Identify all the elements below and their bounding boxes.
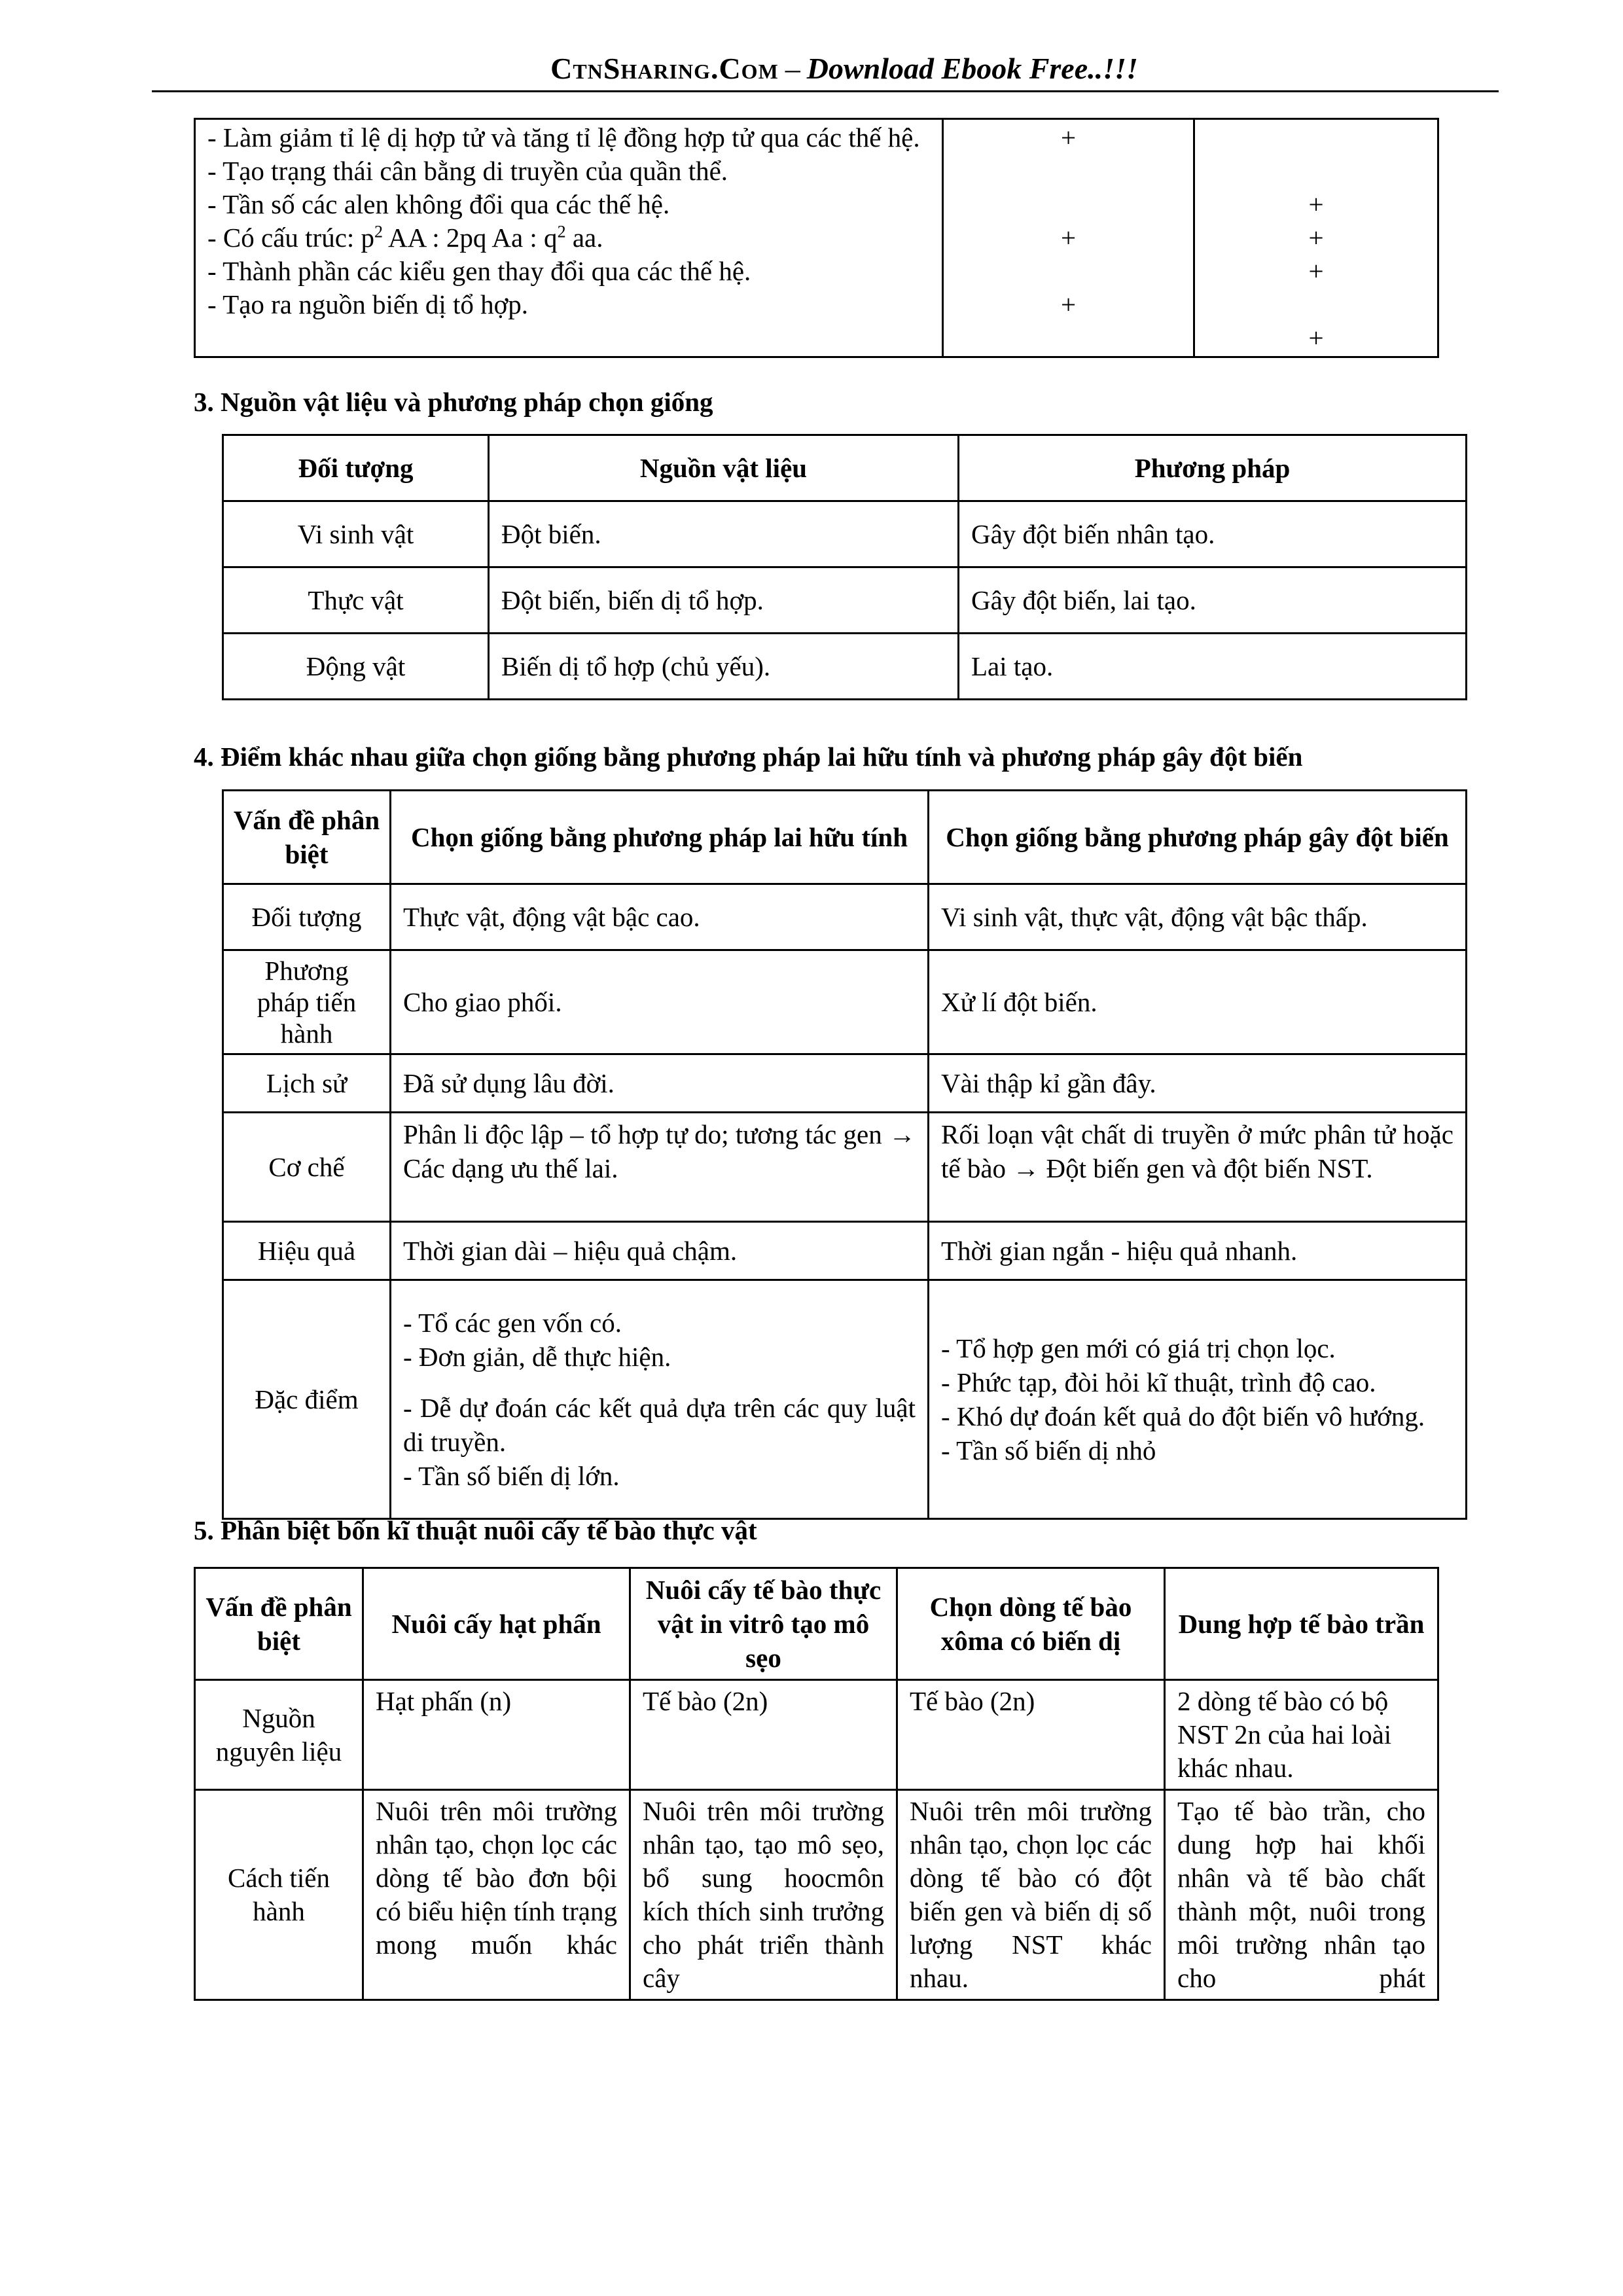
list-item: - Phức tạp, đòi hỏi kĩ thuật, trình độ cao. (941, 1367, 1376, 1397)
mark: + (1308, 189, 1324, 219)
feature-text: - Có cấu trúc: $p^2$ AA : 2pq Aa : $q^2$ aa. (207, 222, 603, 253)
table-cell: Vài thập kỉ gần đây. (929, 1054, 1467, 1113)
column-header: Nguồn vật liệu (489, 435, 959, 501)
column-header: Vấn đề phân biệt (195, 1568, 363, 1680)
table-cell: Xử lí đột biến. (929, 950, 1467, 1054)
row-label: Cơ chế (223, 1113, 391, 1222)
table-header-row (223, 791, 1467, 884)
list-item: - Tần số biến dị lớn. (403, 1461, 620, 1491)
row-label: Đối tượng (223, 884, 391, 950)
table-cell (929, 1280, 1467, 1519)
table-cell: Tạo tế bào trần, cho dung hợp hai khối nhân và tế bào chất thành một, nuôi trong môi trường nhân tạo cho phát (1165, 1790, 1438, 2000)
feature-text: - Tần số các alen không đổi qua các thế hệ. (207, 189, 670, 219)
table-cell (943, 119, 1194, 357)
list-item: - Tổ các gen vốn có. (403, 1308, 622, 1338)
table-cell: Biến dị tổ hợp (chủ yếu). (489, 634, 959, 700)
row-label: Đặc điểm (223, 1280, 391, 1519)
column-header: Dung hợp tế bào trần (1165, 1568, 1438, 1680)
table-cell: Rối loạn vật chất di truyền ở mức phân tử hoặc tế bào → Đột biến gen và đột biến NST. (929, 1113, 1467, 1222)
table-row (223, 950, 1467, 1054)
section-3-heading: 3. Nguồn vật liệu và phương pháp chọn giống (194, 387, 713, 417)
table-cell (391, 1280, 929, 1519)
table-cell: Nuôi trên môi trường nhân tạo, chọn lọc các dòng tế bào đơn bội có biểu hiện tính trạng mong muốn khác (363, 1790, 630, 2000)
table-row (223, 884, 1467, 950)
row-label: Phương pháp tiến hành (223, 950, 391, 1054)
table-cell: Đã sử dụng lâu đời. (391, 1054, 929, 1113)
header-dash: – (785, 52, 800, 85)
table-header-row (195, 1568, 1438, 1680)
row-label: Hiệu quả (223, 1222, 391, 1280)
table-cell: Đột biến, biến dị tổ hợp. (489, 567, 959, 634)
breeding-methods-comparison-table (222, 789, 1467, 1520)
table-cell: Tế bào (2n) (897, 1680, 1165, 1790)
list-item: - Dễ dự đoán các kết quả dựa trên các quy luật di truyền. (403, 1393, 916, 1457)
mark: + (1308, 223, 1324, 253)
feature-text: - Tạo trạng thái cân bằng di truyền của quần thể. (207, 156, 728, 186)
table-cell: Hạt phấn (n) (363, 1680, 630, 1790)
list-item: - Tần số biến dị nhỏ (941, 1435, 1156, 1465)
feature-text: - Làm giảm tỉ lệ dị hợp tử và tăng tỉ lệ đồng hợp tử qua các thế hệ. (207, 122, 920, 152)
section-4-heading: 4. Điểm khác nhau giữa chọn giống bằng phương pháp lai hữu tính và phương pháp gây đột biến (194, 742, 1303, 772)
table-row (223, 567, 1467, 634)
table-cell: Nuôi trên môi trường nhân tạo, chọn lọc các dòng tế bào có đột biến gen và biến dị số lượng NST khác nhau. (897, 1790, 1165, 2000)
column-header: Chọn giống bằng phương pháp lai hữu tính (391, 791, 929, 884)
mark: + (1060, 289, 1077, 319)
table-row (223, 634, 1467, 700)
table-row (195, 1790, 1438, 2000)
list-item: - Khó dự đoán kết quả do đột biến vô hướng. (941, 1401, 1425, 1431)
column-header: Phương pháp (959, 435, 1467, 501)
table-row (223, 1054, 1467, 1113)
table-cell: Thực vật, động vật bậc cao. (391, 884, 929, 950)
table-cell: Động vật (223, 634, 489, 700)
mark: + (1060, 223, 1077, 253)
table-row (195, 1680, 1438, 1790)
column-header: Đối tượng (223, 435, 489, 501)
table-cell: Đột biến. (489, 501, 959, 567)
table-header-row (223, 435, 1467, 501)
site-brand: CtnSharing.Com (550, 52, 779, 85)
population-comparison-table (194, 118, 1439, 358)
mark (944, 188, 1193, 221)
breeding-materials-table (222, 434, 1467, 700)
row-label: Nguồn nguyên liệu (195, 1680, 363, 1790)
table-row (223, 1222, 1467, 1280)
header-tagline: Download Ebook Free..!!! (806, 52, 1138, 85)
table-cell: Thực vật (223, 567, 489, 634)
table-cell: Gây đột biến nhân tạo. (959, 501, 1467, 567)
feature-text: - Tạo ra nguồn biến dị tổ hợp. (207, 289, 529, 319)
mark (944, 321, 1193, 355)
table-cell: Vi sinh vật, thực vật, động vật bậc thấp. (929, 884, 1467, 950)
mark: + (1308, 323, 1324, 353)
feature-text: - Thành phần các kiểu gen thay đổi qua các thế hệ. (207, 256, 751, 286)
column-header: Chọn giống bằng phương pháp gây đột biến (929, 791, 1467, 884)
table-cell: Thời gian ngắn - hiệu quả nhanh. (929, 1222, 1467, 1280)
column-header: Nuôi cấy hạt phấn (363, 1568, 630, 1680)
table-cell: 2 dòng tế bào có bộ NST 2n của hai loài khác nhau. (1165, 1680, 1438, 1790)
mark (1195, 121, 1437, 154)
table-row (223, 1280, 1467, 1519)
table-cell (195, 119, 943, 357)
table-cell: Tế bào (2n) (630, 1680, 897, 1790)
row-label: Cách tiến hành (195, 1790, 363, 2000)
table-row (223, 501, 1467, 567)
list-item: - Đơn giản, dễ thực hiện. (403, 1342, 671, 1372)
table-cell: Cho giao phối. (391, 950, 929, 1054)
table-cell: Vi sinh vật (223, 501, 489, 567)
column-header: Chọn dòng tế bào xôma có biến dị (897, 1568, 1165, 1680)
column-header: Nuôi cấy tế bào thực vật in vitrô tạo mô sẹo (630, 1568, 897, 1680)
mark: + (1060, 122, 1077, 152)
mark (944, 255, 1193, 288)
list-item: - Tổ hợp gen mới có giá trị chọn lọc. (941, 1333, 1336, 1363)
table-row (195, 119, 1438, 357)
header-divider (152, 90, 1499, 92)
column-header: Vấn đề phân biệt (223, 791, 391, 884)
table-cell: Phân li độc lập – tổ hợp tự do; tương tác gen → Các dạng ưu thế lai. (391, 1113, 929, 1222)
plant-cell-culture-table (194, 1567, 1439, 2001)
mark: + (1308, 256, 1324, 286)
section-5-heading: 5. Phân biệt bốn kĩ thuật nuôi cấy tế bào thực vật (194, 1515, 757, 1545)
table-row (223, 1113, 1467, 1222)
table-cell: Nuôi trên môi trường nhân tạo, tạo mô sẹo, bổ sung hoocmôn kích thích sinh trưởng cho phát triển thành cây (630, 1790, 897, 2000)
table-cell: Gây đột biến, lai tạo. (959, 567, 1467, 634)
page-header (191, 47, 1497, 90)
table-cell: Lai tạo. (959, 634, 1467, 700)
table-cell: Thời gian dài – hiệu quả chậm. (391, 1222, 929, 1280)
table-cell (1194, 119, 1438, 357)
row-label: Lịch sử (223, 1054, 391, 1113)
mark (1195, 288, 1437, 321)
